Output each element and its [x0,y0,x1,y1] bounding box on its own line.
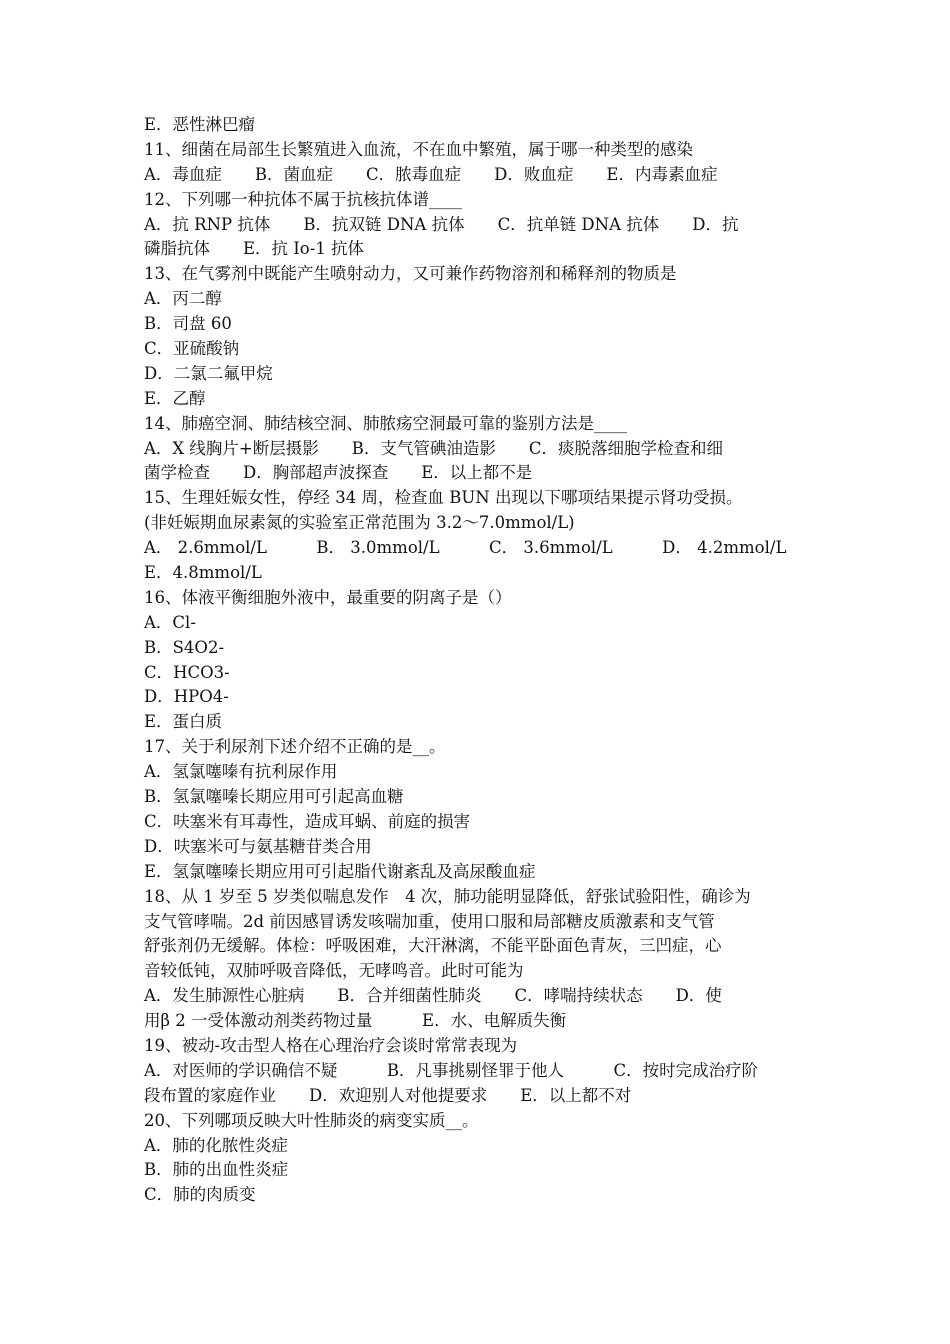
question-15-cont: (非妊娠期血尿素氮的实验室正常范围为 3.2～7.0mmol/L) [144,513,575,533]
option-item: E．乙醇 [144,388,206,408]
option-item: B．S4O2- [144,637,225,657]
options-18-cont: 用β 2 一受体激动剂类药物过量 E．水、电解质失衡 [144,1011,567,1031]
option-item: C．肺的肉质变 [144,1185,256,1205]
question-11: 11、细菌在局部生长繁殖进入血流，不在血中繁殖，属于哪一种类型的感染 [144,139,693,159]
options-19-cont: 段布置的家庭作业 D．欢迎别人对他提要求 E．以上都不对 [144,1085,632,1105]
question-18-cont: 支气管哮喘。2d 前因感冒诱发咳喘加重，使用口服和局部糖皮质激素和支气管 [144,911,715,931]
question-13: 13、在气雾剂中既能产生喷射动力，又可兼作药物溶剂和稀释剂的物质是 [144,264,677,284]
option-item: D．HPO4- [144,687,229,707]
options-11: A．毒血症 B．菌血症 C．脓毒血症 D．败血症 E．内毒素血症 [144,164,718,184]
question-18: 18、从 1 岁至 5 岁类似喘息发作 4 次，肺功能明显降低，舒张试验阳性，确诊为 [144,886,751,906]
options-12: A．抗 RNP 抗体 B．抗双链 DNA 抗体 C．抗单链 DNA 抗体 D．抗 [144,214,739,234]
text-line: E．恶性淋巴瘤 [144,115,256,134]
options-14-cont: 菌学检查 D．胸部超声波探查 E．以上都不是 [144,463,533,483]
option-item: D．呋塞米可与氨基糖苷类合用 [144,836,372,856]
options-15: A． 2.6mmol/L B． 3.0mmol/L C． 3.6mmol/L D． 4.2mmol/L [144,538,787,558]
option-item: D．二氯二氟甲烷 [144,363,273,383]
option-item: B．司盘 60 [144,314,232,334]
option-item: B．氢氯噻嗪长期应用可引起高血糖 [144,787,404,807]
option-item: C．HCO3- [144,662,230,682]
question-18-cont: 舒张剂仍无缓解。体检：呼吸困难，大汗淋漓，不能平卧面色青灰，三凹症，心 [144,936,722,956]
option-item: A．氢氯噻嗪有抗利尿作用 [144,762,338,782]
question-16: 16、体液平衡细胞外液中，最重要的阴离子是（） [144,587,512,607]
question-19: 19、被动-攻击型人格在心理治疗会谈时常常表现为 [144,1035,518,1055]
options-12-cont: 磷脂抗体 E．抗 Io-1 抗体 [144,239,365,259]
option-item: C．呋塞米有耳毒性，造成耳蜗、前庭的损害 [144,811,471,831]
question-17: 17、关于利尿剂下述介绍不正确的是__。 [144,737,446,757]
options-14: A．X 线胸片+断层摄影 B．支气管碘油造影 C．痰脱落细胞学检查和细 [144,438,723,458]
question-18-cont: 音较低钝，双肺呼吸音降低，无哮鸣音。此时可能为 [144,961,524,981]
option-item: A．丙二醇 [144,289,222,309]
question-20: 20、下列哪项反映大叶性肺炎的病变实质__。 [144,1110,479,1130]
option-item: E．蛋白质 [144,712,223,732]
question-12: 12、下列哪一种抗体不属于抗核抗体谱____ [144,189,462,209]
option-item: C．亚硫酸钠 [144,339,240,359]
options-19: A．对医师的学识确信不疑 B．凡事挑剔怪罪于他人 C．按时完成治疗阶 [144,1060,759,1080]
option-item: A．肺的化脓性炎症 [144,1135,288,1155]
document-page [144,113,808,1208]
option-item: A．Cl- [144,612,196,632]
question-14: 14、肺癌空洞、肺结核空洞、肺脓疡空洞最可靠的鉴别方法是____ [144,413,627,433]
options-15-cont: E．4.8mmol/L [144,563,262,583]
question-15: 15、生理妊娠女性，停经 34 周，检查血 BUN 出现以下哪项结果提示肾功受损。 [144,488,743,508]
options-18: A．发生肺源性心脏病 B．合并细菌性肺炎 C．哮喘持续状态 D．使 [144,986,722,1006]
option-item: B．肺的出血性炎症 [144,1160,289,1180]
option-item: E．氢氯噻嗪长期应用可引起脂代谢紊乱及高尿酸血症 [144,861,536,881]
